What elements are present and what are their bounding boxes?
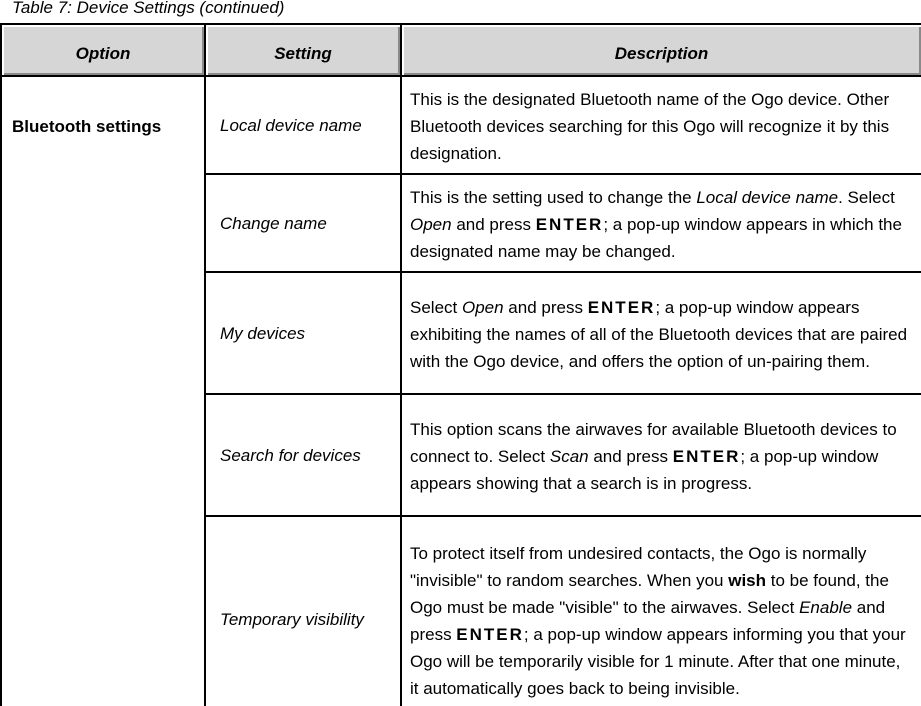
header-option: Option <box>1 24 205 76</box>
enter-key-label: ENTER <box>535 215 604 234</box>
description-italic: Open <box>461 298 504 317</box>
header-description: Description <box>401 24 921 76</box>
description-text: . Select <box>838 188 895 207</box>
description-italic: Open <box>410 215 452 234</box>
description-text: ; a pop-up window appears informing you that your Ogo will be temporarily visible for 1 minute. After that one minute, it automatically goes back to being invisible. <box>410 624 906 698</box>
setting-cell: Local device name <box>205 76 401 174</box>
enter-key-label: ENTER <box>456 624 524 644</box>
enter-key-label: ENTER <box>672 447 741 466</box>
description-italic: Scan <box>549 447 589 466</box>
description-cell <box>401 174 921 272</box>
description-italic: Enable <box>799 597 853 617</box>
description-text: and press <box>410 597 886 644</box>
table-row <box>1 76 921 174</box>
table-caption: Table 7: Device Settings (continued) <box>12 0 285 17</box>
description-cell <box>401 76 921 174</box>
description-text: ; a pop-up window appears in which the designated name may be changed. <box>410 215 902 261</box>
description-text: to be found, the Ogo must be made "visible" to the airwaves. Select <box>410 570 889 617</box>
description-text: This option scans the airwaves for available Bluetooth devices to connect to. Select <box>410 420 897 466</box>
header-setting: Setting <box>205 24 401 76</box>
description-cell <box>401 272 921 394</box>
description-text: Select <box>410 298 462 317</box>
description-text: This is the setting used to change the <box>410 188 697 207</box>
description-cell <box>401 516 921 706</box>
setting-cell: Search for devices <box>205 394 401 516</box>
description-cell <box>401 394 921 516</box>
device-settings-table <box>0 23 921 706</box>
description-text: and press <box>588 447 673 466</box>
setting-cell: My devices <box>205 272 401 394</box>
description-text: and press <box>451 215 536 234</box>
setting-cell: Change name <box>205 174 401 272</box>
description-text: To protect itself from undesired contacts, the Ogo is normally "invisible" to random searches. When you <box>410 543 867 590</box>
description-text: and press <box>503 298 588 317</box>
description-text: ; a pop-up window appears showing that a search is in progress. <box>410 447 879 493</box>
setting-cell: Temporary visibility <box>205 516 401 706</box>
description-italic: Local device name <box>696 188 839 207</box>
option-cell: Bluetooth settings <box>1 76 205 706</box>
enter-key-label: ENTER <box>587 298 656 317</box>
header-row <box>1 24 921 76</box>
description-text: ; a pop-up window appears exhibiting the names of all of the Bluetooth devices that are paired with the Ogo device, and offers the option of un-pairing them. <box>410 298 908 371</box>
description-bold: wish <box>728 570 767 590</box>
description-text: This is the designated Bluetooth name of the Ogo device. Other Bluetooth devices searching for this Ogo will recognize it by this designation. <box>410 90 890 163</box>
